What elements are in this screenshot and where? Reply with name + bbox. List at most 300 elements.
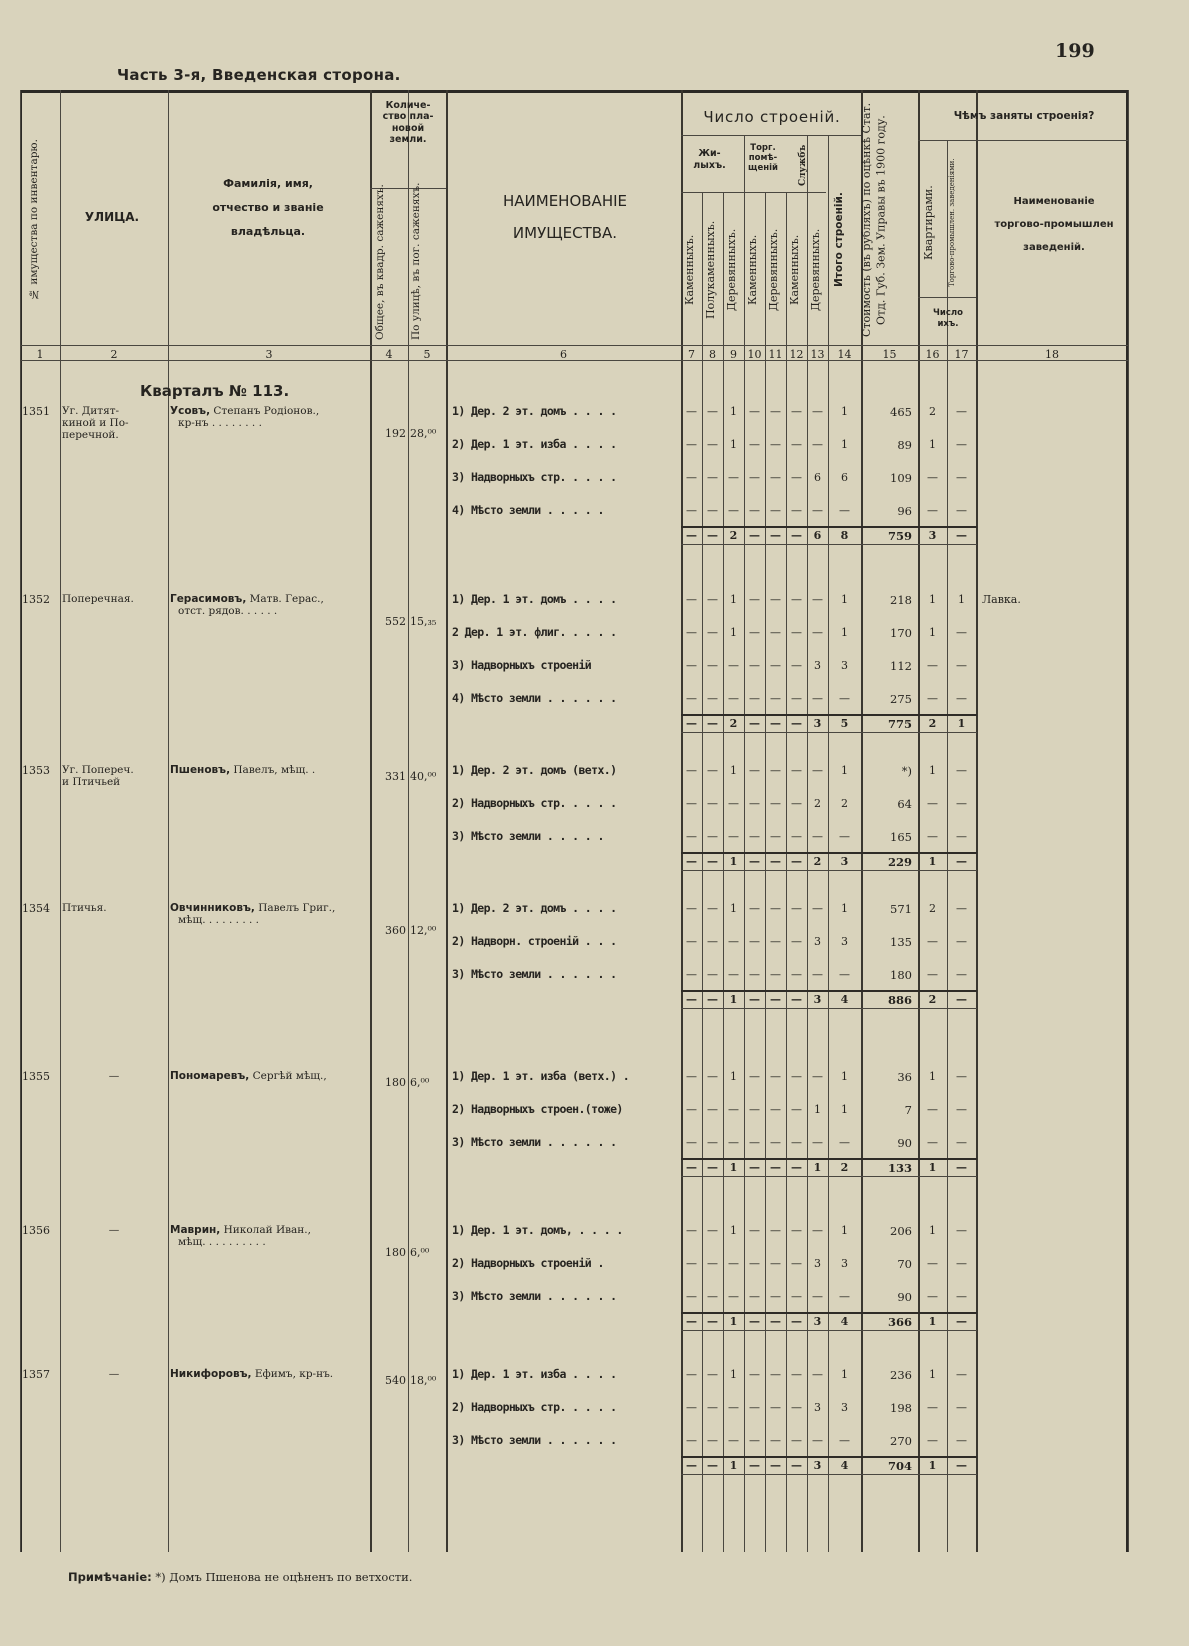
valuation: 218 [890,593,912,607]
area-total: 552 [385,615,406,628]
trade-count: — [956,1136,967,1149]
header-count: Число ихъ. [933,308,963,329]
frontage: 18,⁰⁰ [410,1374,437,1387]
subtotal-count: — [749,1459,760,1472]
valuation: 198 [890,1401,912,1415]
valuation: 112 [890,659,912,673]
trade-count: — [956,1103,967,1116]
subtotal-total: 5 [840,717,849,730]
apartments-count: — [927,1257,938,1270]
owner-name: Усовъ, Степанъ Родіонов., кр-нъ . . . . . . . . [170,405,320,430]
subtotal-valuation: 775 [887,717,912,731]
subtotal-count: — [686,717,697,730]
column-line [1128,90,1129,1552]
building-count: — [686,935,697,948]
building-count: — [812,1136,823,1149]
building-count: — [812,593,823,606]
valuation: 7 [904,1103,912,1117]
trade-count: — [956,1224,967,1237]
building-count: 1 [730,902,737,915]
inventory-number: 1356 [22,1224,50,1237]
header-trade-establishments: Торгово-промышлен. заведеніями. [948,158,956,287]
subtotal-count: 1 [729,855,738,868]
subtotal-count: 1 [729,993,738,1006]
subtotal-total: 8 [840,529,849,542]
building-count: 1 [730,405,737,418]
apartments-count: — [927,504,938,517]
property-item: 2 Дер. 1 эт. флиг. . . . . [452,625,617,639]
building-count: — [749,659,760,672]
building-count: — [749,968,760,981]
column-number: 18 [1045,348,1059,361]
subtotal-line [681,714,977,716]
trade-count: — [956,504,967,517]
subtotal-count: — [686,855,697,868]
property-item: 3) Мѣсто земли . . . . . [452,829,604,843]
building-count: — [707,1257,718,1270]
valuation: 270 [890,1434,912,1448]
column-line [20,90,21,1552]
building-count: — [728,1434,739,1447]
column-line [976,90,978,1552]
building-count: — [686,1224,697,1237]
building-count: — [707,1136,718,1149]
column-line [60,90,61,1552]
area-total: 192 [385,427,406,440]
trade-count: — [956,797,967,810]
subtotal-bottom-line [681,544,977,545]
subtotal-trade: — [956,993,967,1006]
building-count: — [812,968,823,981]
building-count: — [728,659,739,672]
building-count: — [770,1434,781,1447]
column-number: 8 [709,348,716,361]
apartments-count: — [927,1434,938,1447]
subtotal-count: — [770,529,781,542]
building-count: — [770,1103,781,1116]
trade-count: — [956,764,967,777]
building-count: — [770,593,781,606]
building-count: — [770,692,781,705]
subtotal-total: 4 [840,993,849,1006]
valuation: 165 [890,830,912,844]
building-count: — [707,504,718,517]
building-count: — [707,1290,718,1303]
building-count: — [749,504,760,517]
total-buildings: — [839,504,850,517]
building-count: — [770,968,781,981]
property-item: 3) Мѣсто земли . . . . . . [452,1289,617,1303]
building-count: — [770,1368,781,1381]
property-item: 1) Дер. 2 эт. домъ . . . . [452,901,617,915]
building-count: — [686,1136,697,1149]
valuation: 90 [897,1290,912,1304]
subtotal-valuation: 366 [887,1315,912,1329]
subtotal-total: 4 [840,1459,849,1472]
apartments-count: 1 [929,626,936,639]
building-count: 1 [730,438,737,451]
column-number: 9 [730,348,737,361]
building-count: — [770,1290,781,1303]
valuation: 170 [890,626,912,640]
subtotal-count: — [707,993,718,1006]
building-count: — [707,1224,718,1237]
property-item: 2) Надворныхъ строеній . [452,1256,604,1270]
count-subheader-line [918,297,976,298]
building-count: — [770,471,781,484]
subtotal-apartments: 2 [928,717,937,730]
area-total: 180 [385,1246,406,1259]
trade-count: — [956,935,967,948]
total-buildings: 1 [841,626,848,639]
column-number: 13 [810,348,825,361]
trade-count: — [956,968,967,981]
subtotal-apartments: 1 [928,855,937,868]
building-count: — [707,902,718,915]
building-count: — [749,405,760,418]
subtotal-count: — [707,717,718,730]
building-count: — [728,471,739,484]
total-buildings: 3 [841,1401,848,1414]
column-number: 16 [925,348,940,361]
building-count: — [686,1290,697,1303]
building-count: — [770,438,781,451]
building-count: 1 [730,593,737,606]
subtotal-line [681,1158,977,1160]
building-count: — [749,1368,760,1381]
building-count: — [686,797,697,810]
total-buildings: — [839,1290,850,1303]
building-count: — [707,471,718,484]
subtotal-count: 3 [813,1315,822,1328]
apartments-count: — [927,1103,938,1116]
total-buildings: — [839,830,850,843]
subtotal-trade: 1 [957,717,966,730]
building-count: — [749,1434,760,1447]
building-count: — [749,1136,760,1149]
building-count: — [749,935,760,948]
column-number: 3 [265,348,273,361]
building-count: — [770,1136,781,1149]
property-item: 3) Надворныхъ строеній [452,658,592,672]
building-count: — [791,1434,802,1447]
frontage: 12,⁰⁰ [410,924,437,937]
valuation: 90 [897,1136,912,1150]
inventory-number: 1351 [22,405,50,418]
subtotal-count: 1 [729,1161,738,1174]
column-line [370,90,372,1552]
frontage: 28,⁰⁰ [410,427,437,440]
subtotal-count: — [749,1315,760,1328]
trade-count: — [956,471,967,484]
area-total: 180 [385,1076,406,1089]
subtotal-count: 2 [813,855,822,868]
inventory-number: 1357 [22,1368,50,1381]
apartments-count: — [927,968,938,981]
trade-count: — [956,1434,967,1447]
header-stone-service: Каменныхъ. [788,234,801,306]
building-count: — [812,1290,823,1303]
total-buildings: 1 [841,902,848,915]
building-count: — [812,764,823,777]
column-line [702,192,703,1552]
column-line [765,192,766,1552]
buildings-subheader-line-2 [681,192,826,193]
header-residential: Жи- лыхъ. [693,148,726,171]
building-count: 3 [814,935,821,948]
subtotal-count: — [749,993,760,1006]
area-total: 360 [385,924,406,937]
building-count: — [812,902,823,915]
building-count: 3 [814,1401,821,1414]
owner-name: Герасимовъ, Матв. Герас., отст. рядов. . . . . . [170,593,324,618]
building-count: — [812,1368,823,1381]
building-count: — [707,1434,718,1447]
owner-name: Маврин, Николай Иван., мѣщ. . . . . . . . . . [170,1224,311,1249]
column-number: 17 [954,348,969,361]
subtotal-trade: — [956,1315,967,1328]
building-count: 1 [814,1103,821,1116]
total-buildings: — [839,968,850,981]
header-land-quantity: Количе- ство пла- новой земли. [382,100,434,146]
establishment-name: Лавка. [982,593,1021,606]
apartments-count: — [927,1401,938,1414]
building-count: — [749,1224,760,1237]
property-item: 2) Надворныхъ строен.(тоже) [452,1102,623,1116]
subtotal-count: — [749,529,760,542]
header-valuation: Стоимость (въ рубляхъ) по оцѣнкѣ Стат. Отд. Губ. Зем. Управы въ 1900 году. [860,102,888,338]
building-count: — [791,692,802,705]
valuation: 236 [890,1368,912,1382]
subtotal-count: — [707,1315,718,1328]
building-count: — [791,902,802,915]
subtotal-count: 1 [813,1161,822,1174]
total-buildings: 1 [841,764,848,777]
building-count: 1 [730,1368,737,1381]
building-count: — [728,968,739,981]
subtotal-count: — [791,993,802,1006]
subtotal-count: — [749,717,760,730]
building-count: — [791,764,802,777]
building-count: — [749,1290,760,1303]
owner-name: Пономаревъ, Сергѣй мѣщ., [170,1070,327,1082]
building-count: — [728,797,739,810]
quarter-title: Кварталъ № 113. [140,382,290,400]
building-count: 1 [730,764,737,777]
building-count: — [686,593,697,606]
building-count: — [707,1070,718,1083]
property-item: 2) Дер. 1 эт. изба . . . . [452,437,617,451]
subtotal-count: 6 [813,529,822,542]
column-number: 1 [36,348,44,361]
total-buildings: 1 [841,1103,848,1116]
subtotal-count: — [686,993,697,1006]
building-count: 1 [730,1224,737,1237]
apartments-count: — [927,797,938,810]
building-count: — [812,1434,823,1447]
apartments-count: 2 [929,405,936,418]
column-line [786,192,787,1552]
header-trade-premises: Торг. помѣ- щеній [748,143,778,173]
subtotal-count: 3 [813,717,822,730]
subtotal-count: — [749,855,760,868]
building-count: — [707,1401,718,1414]
header-wooden-trade: Деревянныхъ. [767,228,780,312]
apartments-count: — [927,1136,938,1149]
subtotal-apartments: 3 [928,529,937,542]
building-count: — [686,1368,697,1381]
subtotal-count: — [707,855,718,868]
total-buildings: 3 [841,1257,848,1270]
subtotal-count: — [791,1459,802,1472]
property-item: 1) Дер. 1 эт. домъ, . . . . [452,1223,623,1237]
total-buildings: 6 [841,471,848,484]
building-count: — [749,471,760,484]
property-item: 3) Надворныхъ стр. . . . . [452,470,617,484]
subtotal-count: — [770,1161,781,1174]
trade-count: — [956,405,967,418]
building-count: — [812,1224,823,1237]
trade-count: — [956,1070,967,1083]
trade-count: — [956,659,967,672]
apartments-count: — [927,830,938,843]
building-count: — [686,902,697,915]
building-count: — [770,1401,781,1414]
building-count: — [812,504,823,517]
building-count: 1 [730,626,737,639]
building-count: — [791,1368,802,1381]
property-item: 3) Мѣсто земли . . . . . . [452,1433,617,1447]
subtotal-count: 3 [813,993,822,1006]
building-count: — [707,593,718,606]
column-number: 7 [688,348,695,361]
apartments-count: — [927,659,938,672]
apartments-count: 1 [929,764,936,777]
column-number: 2 [110,348,118,361]
building-count: — [770,504,781,517]
trade-count: — [956,1401,967,1414]
column-number: 14 [837,348,852,361]
building-count: — [749,593,760,606]
subtotal-count: — [770,1315,781,1328]
header-establishment-name: Наименованіе торгово-промышлен заведеній. [994,196,1114,253]
building-count: — [707,438,718,451]
subtotal-count: — [707,1459,718,1472]
building-count: — [728,1401,739,1414]
total-buildings: 1 [841,405,848,418]
subtotal-count: — [686,1161,697,1174]
building-count: — [791,593,802,606]
header-inventory-no: № имущества по инвентарю. [28,139,40,301]
subtotal-line [681,852,977,854]
property-item: 2) Надворныхъ стр. . . . . [452,796,617,810]
subtotal-bottom-line [681,732,977,733]
building-count: — [749,1401,760,1414]
trade-count: — [956,626,967,639]
apartments-count: — [927,1290,938,1303]
header-area-total: Общее, въ квадр. саженяхъ. [374,184,386,340]
subtotal-count: — [686,1315,697,1328]
building-count: 3 [814,1257,821,1270]
valuation: 64 [897,797,912,811]
subtotal-trade: — [956,529,967,542]
building-count: — [770,1070,781,1083]
valuation: 275 [890,692,912,706]
building-count: — [707,692,718,705]
valuation: 70 [897,1257,912,1271]
column-number: 5 [423,348,431,361]
valuation: *) [901,764,912,778]
total-buildings: — [839,1136,850,1149]
subtotal-line [681,1312,977,1314]
building-count: — [728,692,739,705]
building-count: — [791,797,802,810]
valuation: 36 [897,1070,912,1084]
trade-count: — [956,1257,967,1270]
subtotal-count: — [791,717,802,730]
total-buildings: — [839,1434,850,1447]
building-count: — [728,1257,739,1270]
owner-name: Никифоровъ, Ефимъ, кр-нъ. [170,1368,334,1380]
building-count: — [770,935,781,948]
total-buildings: — [839,692,850,705]
apartments-count: 1 [929,438,936,451]
valuation: 206 [890,1224,912,1238]
building-count: — [707,405,718,418]
building-count: — [686,764,697,777]
building-count: — [791,659,802,672]
subtotal-count: — [686,529,697,542]
property-item: 3) Мѣсто земли . . . . . . [452,1135,617,1149]
building-count: — [707,968,718,981]
subtotal-count: — [770,1459,781,1472]
building-count: — [728,504,739,517]
subtotal-count: — [707,1161,718,1174]
subtotal-bottom-line [681,1330,977,1331]
building-count: — [791,935,802,948]
building-count: — [791,1257,802,1270]
subtotal-apartments: 1 [928,1459,937,1472]
building-count: 2 [814,797,821,810]
total-buildings: 1 [841,438,848,451]
property-item: 4) Мѣсто земли . . . . . . [452,691,617,705]
footnote: Примѣчаніе: *) Домъ Пшенова не оцѣненъ по ветхости. [68,1570,413,1584]
header-street: УЛИЦА. [84,210,140,224]
column-line [168,90,169,1552]
header-bottom-line [20,345,1128,346]
building-count: — [812,1070,823,1083]
building-count: — [791,626,802,639]
building-count: — [770,902,781,915]
street-name: Птичья. [62,902,107,914]
trade-count: — [956,1368,967,1381]
valuation: 571 [890,902,912,916]
building-count: — [728,1103,739,1116]
subtotal-line [681,990,977,992]
subtotal-count: — [791,529,802,542]
property-item: 1) Дер. 2 эт. домъ . . . . [452,404,617,418]
building-count: — [686,626,697,639]
building-count: — [686,1434,697,1447]
header-wooden-res: Деревянныхъ. [725,228,738,312]
building-count: — [770,1257,781,1270]
building-count: — [749,626,760,639]
building-count: — [791,504,802,517]
page-number: 199 [1055,40,1095,62]
header-halfstone-res: Полукаменныхъ. [704,220,717,320]
building-count: — [749,692,760,705]
building-count: — [749,764,760,777]
